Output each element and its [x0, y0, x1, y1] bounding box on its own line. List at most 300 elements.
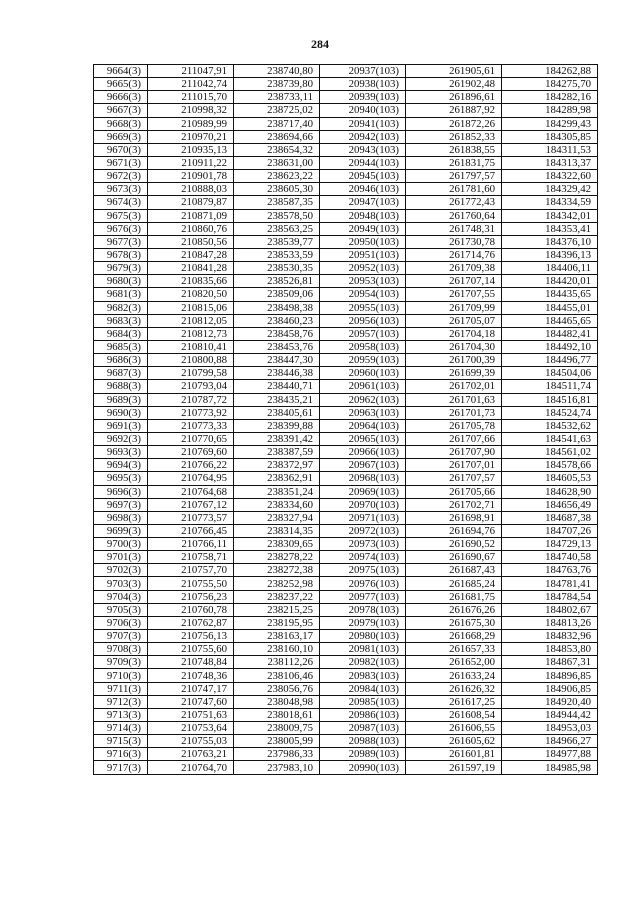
cell-x-left: 210970,21 — [148, 130, 234, 143]
cell-y-left: 238631,00 — [234, 156, 320, 169]
cell-point-id-right: 20946(103) — [320, 183, 406, 196]
cell-y-right: 184628,90 — [502, 485, 598, 498]
cell-point-id-right: 20987(103) — [320, 722, 406, 735]
cell-point-id-left: 9713(3) — [94, 708, 148, 721]
table-row — [94, 485, 598, 498]
cell-point-id-left: 9717(3) — [94, 761, 148, 774]
cell-point-id-left: 9668(3) — [94, 117, 148, 130]
cell-point-id-right: 20974(103) — [320, 551, 406, 564]
cell-x-right: 261700,39 — [406, 354, 502, 367]
table-row — [94, 432, 598, 445]
cell-x-left: 210758,71 — [148, 551, 234, 564]
cell-x-right: 261690,52 — [406, 538, 502, 551]
cell-point-id-right: 20958(103) — [320, 340, 406, 353]
cell-x-left: 210773,57 — [148, 511, 234, 524]
cell-y-right: 184561,02 — [502, 446, 598, 459]
cell-y-right: 184906,85 — [502, 682, 598, 695]
cell-point-id-left: 9680(3) — [94, 275, 148, 288]
cell-x-right: 261626,32 — [406, 682, 502, 695]
cell-point-id-left: 9688(3) — [94, 380, 148, 393]
cell-point-id-left: 9682(3) — [94, 301, 148, 314]
cell-point-id-left: 9700(3) — [94, 538, 148, 551]
cell-x-right: 261872,26 — [406, 117, 502, 130]
cell-x-left: 210841,28 — [148, 262, 234, 275]
cell-point-id-left: 9706(3) — [94, 616, 148, 629]
cell-y-right: 184353,41 — [502, 222, 598, 235]
cell-x-left: 210756,13 — [148, 630, 234, 643]
cell-point-id-right: 20948(103) — [320, 209, 406, 222]
cell-x-left: 210989,99 — [148, 117, 234, 130]
cell-x-left: 210773,33 — [148, 419, 234, 432]
table-row — [94, 78, 598, 91]
cell-x-left: 210766,22 — [148, 459, 234, 472]
cell-x-left: 210747,60 — [148, 695, 234, 708]
cell-y-left: 238440,71 — [234, 380, 320, 393]
cell-x-left: 210773,92 — [148, 406, 234, 419]
cell-point-id-right: 20965(103) — [320, 432, 406, 445]
cell-y-left: 238056,76 — [234, 682, 320, 695]
cell-point-id-right: 20945(103) — [320, 170, 406, 183]
cell-y-right: 184920,40 — [502, 695, 598, 708]
cell-y-right: 184578,66 — [502, 459, 598, 472]
cell-point-id-left: 9716(3) — [94, 748, 148, 761]
cell-x-right: 261601,81 — [406, 748, 502, 761]
cell-y-left: 238460,23 — [234, 314, 320, 327]
cell-x-right: 261608,54 — [406, 708, 502, 721]
cell-y-right: 184687,38 — [502, 511, 598, 524]
cell-y-right: 184492,10 — [502, 340, 598, 353]
table-row — [94, 156, 598, 169]
cell-y-left: 238587,35 — [234, 196, 320, 209]
cell-point-id-right: 20966(103) — [320, 446, 406, 459]
cell-y-left: 238717,40 — [234, 117, 320, 130]
table-row — [94, 275, 598, 288]
table-row — [94, 761, 598, 774]
cell-point-id-right: 20956(103) — [320, 314, 406, 327]
cell-x-right: 261707,66 — [406, 432, 502, 445]
cell-point-id-right: 20960(103) — [320, 367, 406, 380]
cell-point-id-right: 20959(103) — [320, 354, 406, 367]
cell-y-right: 184867,31 — [502, 656, 598, 669]
cell-point-id-left: 9666(3) — [94, 91, 148, 104]
cell-x-right: 261704,18 — [406, 327, 502, 340]
cell-x-left: 210753,64 — [148, 722, 234, 735]
cell-x-right: 261705,66 — [406, 485, 502, 498]
table-row — [94, 183, 598, 196]
cell-point-id-right: 20952(103) — [320, 262, 406, 275]
cell-point-id-right: 20938(103) — [320, 78, 406, 91]
table-row — [94, 170, 598, 183]
cell-x-left: 210860,76 — [148, 222, 234, 235]
cell-x-right: 261605,62 — [406, 735, 502, 748]
table-row — [94, 524, 598, 537]
cell-y-left: 238563,25 — [234, 222, 320, 235]
cell-y-right: 184396,13 — [502, 248, 598, 261]
cell-point-id-left: 9715(3) — [94, 735, 148, 748]
cell-point-id-left: 9670(3) — [94, 143, 148, 156]
cell-x-right: 261707,01 — [406, 459, 502, 472]
cell-y-left: 237983,10 — [234, 761, 320, 774]
cell-x-right: 261704,30 — [406, 340, 502, 353]
cell-point-id-right: 20984(103) — [320, 682, 406, 695]
cell-point-id-left: 9709(3) — [94, 656, 148, 669]
cell-x-right: 261772,43 — [406, 196, 502, 209]
cell-y-left: 238163,17 — [234, 630, 320, 643]
cell-x-left: 210847,28 — [148, 248, 234, 261]
cell-x-left: 210800,88 — [148, 354, 234, 367]
cell-x-left: 210760,78 — [148, 603, 234, 616]
cell-x-left: 210764,68 — [148, 485, 234, 498]
table-row — [94, 91, 598, 104]
cell-y-right: 184853,80 — [502, 643, 598, 656]
cell-point-id-left: 9683(3) — [94, 314, 148, 327]
cell-point-id-left: 9694(3) — [94, 459, 148, 472]
cell-point-id-right: 20971(103) — [320, 511, 406, 524]
cell-point-id-left: 9693(3) — [94, 446, 148, 459]
table-row — [94, 643, 598, 656]
table-row — [94, 511, 598, 524]
table-row — [94, 722, 598, 735]
cell-point-id-right: 20985(103) — [320, 695, 406, 708]
cell-x-right: 261668,29 — [406, 630, 502, 643]
cell-point-id-left: 9712(3) — [94, 695, 148, 708]
cell-x-right: 261781,60 — [406, 183, 502, 196]
cell-y-right: 184435,65 — [502, 288, 598, 301]
cell-x-left: 210767,12 — [148, 498, 234, 511]
cell-x-right: 261896,61 — [406, 91, 502, 104]
cell-x-left: 210757,70 — [148, 564, 234, 577]
cell-point-id-right: 20964(103) — [320, 419, 406, 432]
table-row — [94, 590, 598, 603]
cell-point-id-right: 20967(103) — [320, 459, 406, 472]
cell-y-left: 238215,25 — [234, 603, 320, 616]
table-row — [94, 708, 598, 721]
cell-y-right: 184763,76 — [502, 564, 598, 577]
cell-y-right: 184299,43 — [502, 117, 598, 130]
table-row — [94, 551, 598, 564]
cell-point-id-right: 20983(103) — [320, 669, 406, 682]
table-row — [94, 222, 598, 235]
cell-x-left: 210764,70 — [148, 761, 234, 774]
cell-y-left: 238446,38 — [234, 367, 320, 380]
cell-y-right: 184420,01 — [502, 275, 598, 288]
cell-point-id-left: 9697(3) — [94, 498, 148, 511]
table-row — [94, 577, 598, 590]
cell-point-id-left: 9696(3) — [94, 485, 148, 498]
cell-y-right: 184322,60 — [502, 170, 598, 183]
cell-y-right: 184262,88 — [502, 65, 598, 78]
cell-x-left: 210770,65 — [148, 432, 234, 445]
cell-point-id-right: 20972(103) — [320, 524, 406, 537]
cell-x-right: 261902,48 — [406, 78, 502, 91]
cell-x-left: 210763,21 — [148, 748, 234, 761]
cell-x-right: 261705,07 — [406, 314, 502, 327]
cell-y-right: 184282,16 — [502, 91, 598, 104]
cell-point-id-left: 9681(3) — [94, 288, 148, 301]
cell-y-right: 184953,03 — [502, 722, 598, 735]
cell-y-right: 184605,53 — [502, 472, 598, 485]
cell-y-right: 184334,59 — [502, 196, 598, 209]
cell-y-left: 238605,30 — [234, 183, 320, 196]
cell-y-left: 238112,26 — [234, 656, 320, 669]
cell-point-id-left: 9672(3) — [94, 170, 148, 183]
cell-point-id-right: 20975(103) — [320, 564, 406, 577]
cell-x-right: 261690,67 — [406, 551, 502, 564]
cell-x-right: 261707,14 — [406, 275, 502, 288]
cell-y-left: 238160,10 — [234, 643, 320, 656]
cell-x-left: 210764,95 — [148, 472, 234, 485]
cell-x-left: 210911,22 — [148, 156, 234, 169]
cell-point-id-right: 20961(103) — [320, 380, 406, 393]
cell-point-id-left: 9673(3) — [94, 183, 148, 196]
cell-x-left: 210820,50 — [148, 288, 234, 301]
cell-y-right: 184740,58 — [502, 551, 598, 564]
cell-y-right: 184311,53 — [502, 143, 598, 156]
cell-point-id-right: 20969(103) — [320, 485, 406, 498]
cell-x-left: 210755,60 — [148, 643, 234, 656]
cell-point-id-left: 9674(3) — [94, 196, 148, 209]
cell-point-id-left: 9684(3) — [94, 327, 148, 340]
cell-point-id-right: 20989(103) — [320, 748, 406, 761]
cell-y-left: 238654,32 — [234, 143, 320, 156]
cell-point-id-left: 9678(3) — [94, 248, 148, 261]
cell-point-id-left: 9692(3) — [94, 432, 148, 445]
cell-x-left: 210815,06 — [148, 301, 234, 314]
table-row — [94, 104, 598, 117]
cell-point-id-left: 9702(3) — [94, 564, 148, 577]
cell-y-left: 238526,81 — [234, 275, 320, 288]
cell-y-left: 238351,24 — [234, 485, 320, 498]
cell-y-right: 184275,70 — [502, 78, 598, 91]
cell-y-left: 238327,94 — [234, 511, 320, 524]
cell-point-id-left: 9679(3) — [94, 262, 148, 275]
table-row — [94, 354, 598, 367]
table-row — [94, 630, 598, 643]
cell-y-left: 238334,60 — [234, 498, 320, 511]
cell-point-id-left: 9667(3) — [94, 104, 148, 117]
cell-x-right: 261709,38 — [406, 262, 502, 275]
cell-point-id-left: 9675(3) — [94, 209, 148, 222]
cell-y-right: 184985,98 — [502, 761, 598, 774]
cell-x-left: 210766,45 — [148, 524, 234, 537]
table-row — [94, 616, 598, 629]
cell-y-right: 184541,63 — [502, 432, 598, 445]
cell-y-right: 184516,81 — [502, 393, 598, 406]
cell-x-left: 210793,04 — [148, 380, 234, 393]
table-row — [94, 459, 598, 472]
cell-x-right: 261707,57 — [406, 472, 502, 485]
cell-point-id-right: 20949(103) — [320, 222, 406, 235]
cell-x-right: 261905,61 — [406, 65, 502, 78]
cell-y-left: 238435,21 — [234, 393, 320, 406]
table-row — [94, 314, 598, 327]
table-row — [94, 498, 598, 511]
cell-x-right: 261617,25 — [406, 695, 502, 708]
cell-y-left: 238498,38 — [234, 301, 320, 314]
cell-x-right: 261698,91 — [406, 511, 502, 524]
cell-x-left: 210935,13 — [148, 143, 234, 156]
cell-y-right: 184329,42 — [502, 183, 598, 196]
cell-y-right: 184289,98 — [502, 104, 598, 117]
cell-x-right: 261831,75 — [406, 156, 502, 169]
cell-y-left: 238740,80 — [234, 65, 320, 78]
cell-y-left: 238314,35 — [234, 524, 320, 537]
cell-x-left: 211047,91 — [148, 65, 234, 78]
cell-y-left: 238005,99 — [234, 735, 320, 748]
cell-y-right: 184656,49 — [502, 498, 598, 511]
cell-y-left: 238009,75 — [234, 722, 320, 735]
cell-y-left: 238530,35 — [234, 262, 320, 275]
cell-x-right: 261652,00 — [406, 656, 502, 669]
cell-y-left: 238048,98 — [234, 695, 320, 708]
cell-point-id-right: 20980(103) — [320, 630, 406, 643]
cell-x-left: 210888,03 — [148, 183, 234, 196]
cell-y-left: 238447,30 — [234, 354, 320, 367]
cell-y-right: 184313,37 — [502, 156, 598, 169]
cell-y-left: 238399,88 — [234, 419, 320, 432]
cell-point-id-left: 9686(3) — [94, 354, 148, 367]
cell-point-id-left: 9705(3) — [94, 603, 148, 616]
cell-point-id-right: 20976(103) — [320, 577, 406, 590]
cell-point-id-left: 9676(3) — [94, 222, 148, 235]
cell-point-id-right: 20942(103) — [320, 130, 406, 143]
table-row — [94, 669, 598, 682]
cell-point-id-right: 20947(103) — [320, 196, 406, 209]
cell-y-right: 184465,65 — [502, 314, 598, 327]
cell-point-id-left: 9701(3) — [94, 551, 148, 564]
cell-point-id-left: 9690(3) — [94, 406, 148, 419]
cell-y-right: 184511,74 — [502, 380, 598, 393]
cell-y-right: 184729,13 — [502, 538, 598, 551]
table-row — [94, 656, 598, 669]
cell-y-right: 184896,85 — [502, 669, 598, 682]
table-row — [94, 327, 598, 340]
cell-point-id-right: 20988(103) — [320, 735, 406, 748]
cell-point-id-right: 20939(103) — [320, 91, 406, 104]
cell-x-right: 261676,26 — [406, 603, 502, 616]
table-row — [94, 393, 598, 406]
cell-y-right: 184944,42 — [502, 708, 598, 721]
cell-point-id-left: 9699(3) — [94, 524, 148, 537]
cell-x-left: 211015,70 — [148, 91, 234, 104]
cell-y-left: 238725,02 — [234, 104, 320, 117]
cell-point-id-left: 9703(3) — [94, 577, 148, 590]
cell-x-left: 210787,72 — [148, 393, 234, 406]
coordinates-table — [93, 64, 598, 775]
cell-point-id-left: 9665(3) — [94, 78, 148, 91]
cell-y-right: 184305,85 — [502, 130, 598, 143]
cell-y-right: 184802,67 — [502, 603, 598, 616]
cell-point-id-right: 20963(103) — [320, 406, 406, 419]
table-row — [94, 695, 598, 708]
cell-point-id-right: 20944(103) — [320, 156, 406, 169]
cell-x-right: 261701,73 — [406, 406, 502, 419]
cell-x-right: 261606,55 — [406, 722, 502, 735]
cell-y-right: 184482,41 — [502, 327, 598, 340]
cell-point-id-right: 20954(103) — [320, 288, 406, 301]
cell-x-left: 210769,60 — [148, 446, 234, 459]
cell-y-left: 238509,06 — [234, 288, 320, 301]
cell-y-left: 238539,77 — [234, 235, 320, 248]
cell-point-id-right: 20978(103) — [320, 603, 406, 616]
cell-point-id-left: 9671(3) — [94, 156, 148, 169]
cell-point-id-right: 20941(103) — [320, 117, 406, 130]
cell-y-right: 184832,96 — [502, 630, 598, 643]
cell-point-id-right: 20973(103) — [320, 538, 406, 551]
cell-x-right: 261707,55 — [406, 288, 502, 301]
cell-x-left: 210901,78 — [148, 170, 234, 183]
table-row — [94, 340, 598, 353]
cell-y-right: 184455,01 — [502, 301, 598, 314]
cell-point-id-left: 9691(3) — [94, 419, 148, 432]
cell-y-left: 238252,98 — [234, 577, 320, 590]
cell-y-right: 184532,62 — [502, 419, 598, 432]
cell-point-id-left: 9710(3) — [94, 669, 148, 682]
cell-point-id-right: 20950(103) — [320, 235, 406, 248]
cell-x-right: 261687,43 — [406, 564, 502, 577]
cell-point-id-left: 9707(3) — [94, 630, 148, 643]
table-row — [94, 65, 598, 78]
cell-point-id-right: 20986(103) — [320, 708, 406, 721]
cell-x-left: 210835,66 — [148, 275, 234, 288]
cell-x-right: 261797,57 — [406, 170, 502, 183]
table-row — [94, 472, 598, 485]
cell-point-id-right: 20955(103) — [320, 301, 406, 314]
cell-x-right: 261681,75 — [406, 590, 502, 603]
cell-x-right: 261694,76 — [406, 524, 502, 537]
cell-x-right: 261701,63 — [406, 393, 502, 406]
cell-x-left: 210998,32 — [148, 104, 234, 117]
cell-point-id-right: 20943(103) — [320, 143, 406, 156]
cell-x-left: 210799,58 — [148, 367, 234, 380]
table-row — [94, 735, 598, 748]
cell-point-id-left: 9677(3) — [94, 235, 148, 248]
cell-y-left: 238733,11 — [234, 91, 320, 104]
cell-point-id-right: 20968(103) — [320, 472, 406, 485]
cell-x-right: 261675,30 — [406, 616, 502, 629]
cell-y-right: 184376,10 — [502, 235, 598, 248]
cell-x-left: 210748,36 — [148, 669, 234, 682]
cell-point-id-left: 9704(3) — [94, 590, 148, 603]
cell-x-left: 210747,17 — [148, 682, 234, 695]
cell-x-right: 261702,01 — [406, 380, 502, 393]
cell-y-right: 184781,41 — [502, 577, 598, 590]
cell-point-id-left: 9708(3) — [94, 643, 148, 656]
cell-y-left: 238272,38 — [234, 564, 320, 577]
cell-point-id-right: 20990(103) — [320, 761, 406, 774]
table-row — [94, 235, 598, 248]
cell-x-right: 261699,39 — [406, 367, 502, 380]
cell-x-right: 261685,24 — [406, 577, 502, 590]
coordinates-table-body — [94, 65, 598, 775]
cell-x-left: 210812,05 — [148, 314, 234, 327]
cell-y-right: 184342,01 — [502, 209, 598, 222]
cell-x-left: 210751,63 — [148, 708, 234, 721]
cell-point-id-right: 20979(103) — [320, 616, 406, 629]
cell-x-right: 261702,71 — [406, 498, 502, 511]
cell-y-left: 238458,76 — [234, 327, 320, 340]
cell-point-id-right: 20937(103) — [320, 65, 406, 78]
cell-y-left: 238237,22 — [234, 590, 320, 603]
cell-x-right: 261657,33 — [406, 643, 502, 656]
cell-y-left: 238372,97 — [234, 459, 320, 472]
cell-y-right: 184977,88 — [502, 748, 598, 761]
cell-x-left: 210755,03 — [148, 735, 234, 748]
cell-x-left: 210762,87 — [148, 616, 234, 629]
cell-x-left: 210871,09 — [148, 209, 234, 222]
cell-x-left: 210879,87 — [148, 196, 234, 209]
cell-x-right: 261714,76 — [406, 248, 502, 261]
